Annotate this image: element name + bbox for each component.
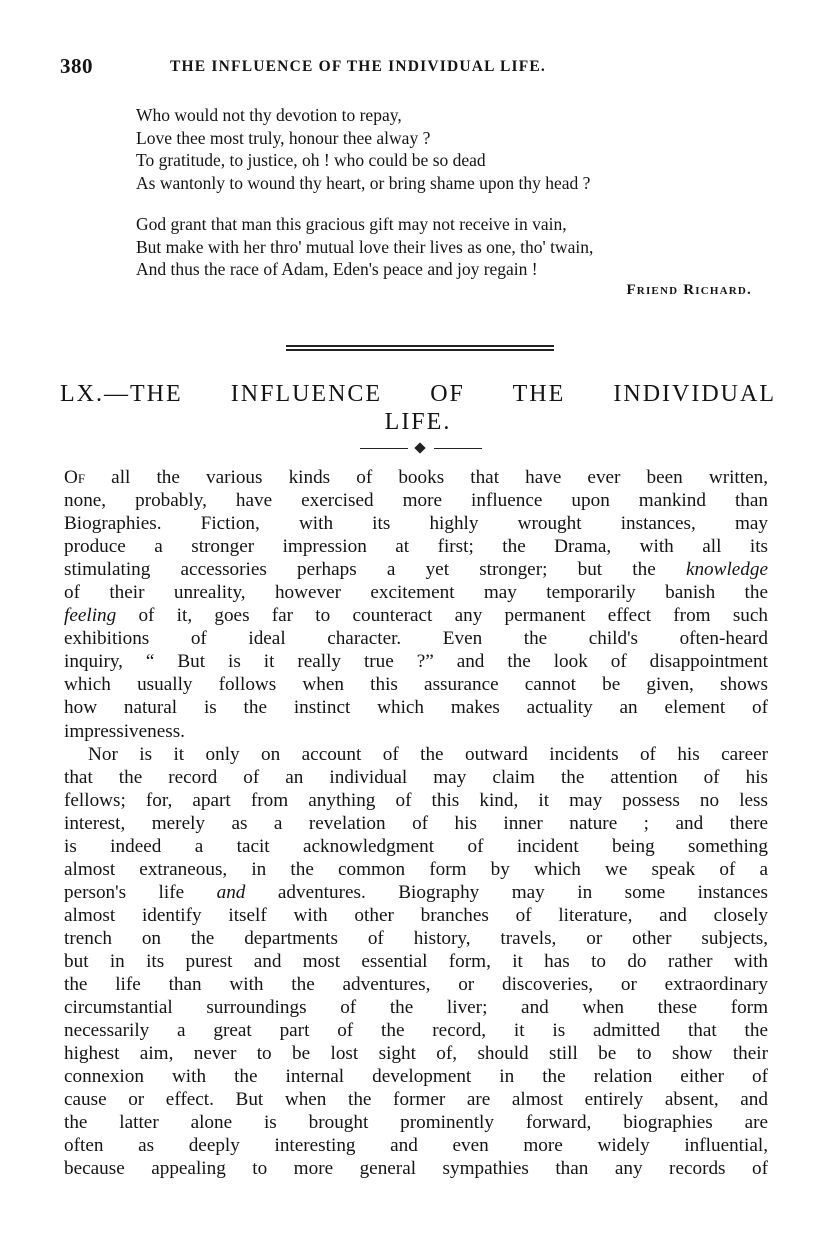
poem-line: To gratitude, to justice, oh ! who could be so dead [136, 150, 486, 170]
poem-line: God grant that man this gracious gift may not receive in vain, [136, 214, 567, 234]
drop-word: Of [64, 467, 86, 488]
text-line: which usually follows when this assurance cannot be given, shows [64, 674, 768, 696]
running-title: THE INFLUENCE OF THE INDIVIDUAL LIFE. [170, 58, 546, 75]
text-fragment: adventures. Biography may in some instances [245, 881, 768, 903]
text-line: none, probably, have exercised more influence upon mankind than [64, 490, 768, 512]
italic-word: knowledge [685, 559, 768, 581]
text-line: is indeed a tacit acknowledgment of incident being something [64, 835, 768, 857]
text-line: inquiry, “ But is it really true ?” and the look of disappointment [64, 651, 768, 673]
text-line: because appealing to more general sympathies than any records of [64, 1158, 768, 1180]
section-divider [286, 345, 554, 353]
text-line: fellows; for, apart from anything of this kind, it may possess no less [64, 789, 768, 811]
poem-line: Who would not thy devotion to repay, [136, 105, 402, 125]
text-line: circumstantial surroundings of the liver; and when these form [64, 997, 768, 1019]
poem-line: Love thee most truly, honour thee alway ? [136, 127, 431, 148]
text-fragment: person's life [64, 881, 217, 903]
poem-stanza [136, 104, 766, 194]
poem-line: As wantonly to wound thy heart, or bring shame upon thy head ? [136, 172, 591, 193]
poem [136, 104, 766, 281]
text-line: that the record of an individual may claim the attention of his [64, 766, 768, 788]
text-line [64, 881, 768, 904]
text-line: impressiveness. [64, 720, 185, 742]
chapter-title-line: LIFE. [384, 409, 452, 435]
italic-word: feeling [64, 605, 117, 627]
ornament-rule [434, 448, 482, 449]
text-line: but in its purest and most essential form, it has to do rather with [64, 950, 768, 972]
chapter-title-line: LX.—THE INFLUENCE OF THE INDIVIDUAL [60, 381, 776, 407]
divider-rule [286, 345, 554, 347]
text-line: cause or effect. But when the former are almost entirely absent, and [64, 1089, 768, 1111]
text-line: interest, merely as a revelation of his inner nature ; and there [64, 812, 768, 834]
divider-rule [286, 349, 554, 351]
body-text [64, 466, 768, 1180]
poem-line: And thus the race of Adam, Eden's peace and joy regain ! [136, 259, 538, 279]
text-line: Nor is it only on account of the outward incidents of his career [88, 743, 768, 765]
diamond-icon [414, 442, 425, 453]
text-line: the life than with the adventures, or discoveries, or extraordinary [64, 974, 768, 996]
text-line: of their unreality, however excitement may temporarily banish the [64, 582, 768, 604]
running-header [60, 48, 770, 82]
text-line: almost identify itself with other branches of literature, and closely [64, 904, 768, 926]
text-line: how natural is the instinct which makes actuality an element of [64, 697, 768, 719]
text-line: trench on the departments of history, travels, or other subjects, [64, 927, 768, 949]
text-line [64, 558, 768, 581]
text-fragment: all the various kinds of books that have ever been written, [85, 467, 768, 488]
text-line [64, 604, 768, 627]
poem-signature: Friend Richard. [626, 282, 752, 298]
text-line: produce a stronger impression at first; the Drama, with all its [64, 536, 768, 558]
text-line: highest aim, never to be lost sight of, should still be to show their [64, 1043, 768, 1065]
text-line [64, 466, 768, 489]
text-line: the latter alone is brought prominently forward, biographies are [64, 1112, 768, 1134]
poem-stanza [136, 213, 766, 281]
heading-ornament [360, 443, 482, 455]
text-fragment: of it, goes far to counteract any permanent effect from such [116, 605, 768, 627]
text-line: exhibitions of ideal character. Even the child's often-heard [64, 628, 768, 650]
chapter-heading [60, 380, 776, 436]
text-line: necessarily a great part of the record, it is admitted that the [64, 1020, 768, 1042]
ornament-rule [360, 448, 408, 449]
page-number: 380 [60, 54, 93, 78]
text-line: Biographies. Fiction, with its highly wrought instances, may [64, 513, 768, 535]
text-line: connexion with the internal development in the relation either of [64, 1066, 768, 1088]
text-line: almost extraneous, in the common form by which we speak of a [64, 858, 768, 880]
text-line: often as deeply interesting and even more widely influential, [64, 1135, 768, 1157]
italic-word: and [216, 881, 246, 903]
poem-line: But make with her thro' mutual love their lives as one, tho' twain, [136, 236, 594, 257]
text-fragment: stimulating accessories perhaps a yet stronger; but the [64, 559, 686, 581]
